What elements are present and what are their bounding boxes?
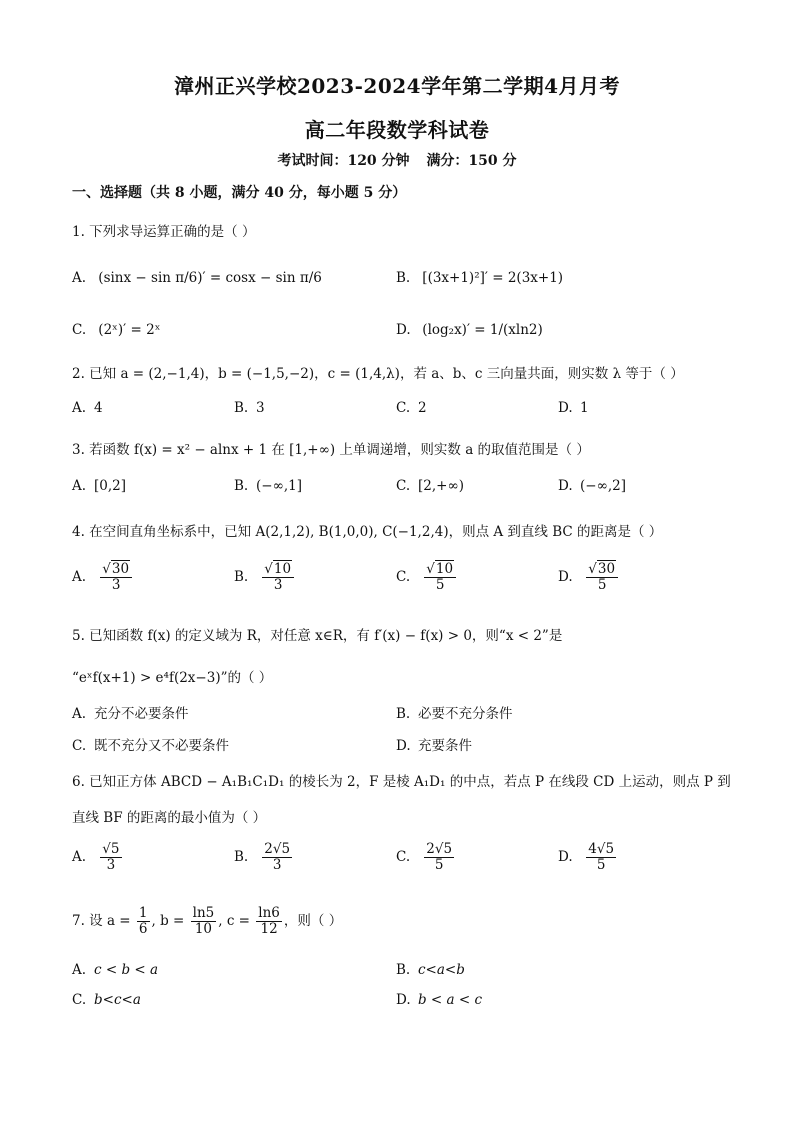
option-text: 充分不必要条件 (94, 706, 189, 722)
fraction (424, 842, 454, 873)
denominator: 3 (111, 576, 121, 593)
option-label: D. (558, 848, 573, 865)
denominator: 5 (435, 576, 445, 593)
question-5-stem: 5. 已知函数 f(x) 的定义域为 R，对任意 x∈R，有 f′(x) − f(x) > 0，则“x < 2”是 (72, 628, 563, 644)
denominator: 5 (596, 856, 606, 873)
numerator: 2√5 (264, 841, 291, 857)
question-1-option-a (72, 270, 322, 286)
denominator: 3 (272, 856, 282, 873)
option-label: B. (396, 962, 411, 978)
option-text: 4 (94, 400, 103, 416)
denominator: 10 (194, 920, 213, 937)
denominator: 3 (106, 856, 116, 873)
option-label: C. (72, 992, 87, 1008)
question-4-option-a (72, 562, 134, 593)
option-text: b < a < c (418, 992, 483, 1008)
option-label: D. (396, 738, 411, 754)
question-3-option-b (234, 478, 302, 494)
option-text: 2 (418, 400, 427, 416)
fraction (100, 562, 132, 593)
question-7-option-a (72, 962, 158, 978)
question-6-stem-line2: 直线 BF 的距离的最小值为（ ） (72, 810, 267, 826)
question-6-option-c (396, 842, 456, 873)
denominator: 5 (434, 856, 444, 873)
stem-suffix: ，则（ ） (283, 912, 343, 929)
radicand: 30 (111, 561, 130, 577)
question-1-option-d (396, 322, 543, 338)
question-5-option-b (396, 702, 513, 722)
option-text: 3 (256, 400, 265, 416)
question-2-option-c (396, 400, 427, 416)
numerator: 4√5 (588, 841, 615, 857)
radicand: 10 (273, 561, 292, 577)
option-label: D. (558, 568, 573, 585)
option-label: B. (234, 478, 249, 494)
option-text: b<c<a (94, 992, 141, 1008)
radicand: 10 (435, 561, 454, 577)
option-text: (log₂x)′ = 1/(xln2) (422, 322, 543, 338)
exam-title-line2: 高二年段数学科试卷 (304, 118, 490, 142)
numerator: ln6 (258, 905, 280, 921)
option-label: C. (72, 322, 87, 338)
option-label: A. (72, 568, 87, 585)
option-text: [2,+∞) (418, 478, 464, 494)
option-text: (−∞,2] (580, 478, 626, 494)
option-label: C. (396, 848, 411, 865)
fraction (100, 842, 121, 873)
question-6-option-a (72, 842, 124, 873)
option-label: B. (396, 270, 411, 286)
option-label: D. (396, 992, 411, 1008)
question-7-option-b (396, 962, 465, 978)
section-heading: 一、选择题（共 8 小题，满分 40 分，每小题 5 分） (72, 185, 407, 201)
question-1-stem: 1. 下列求导运算正确的是（ ） (72, 224, 256, 240)
question-2-option-a (72, 400, 103, 416)
fraction (424, 562, 456, 593)
question-7-option-d (396, 992, 482, 1008)
question-3-option-a (72, 478, 126, 494)
denominator: 12 (260, 920, 278, 937)
numerator: √5 (102, 841, 120, 857)
option-text: (2ˣ)′ = 2ˣ (98, 322, 161, 338)
option-label: A. (72, 706, 87, 722)
question-1-option-c (72, 322, 160, 338)
option-label: A. (72, 848, 87, 865)
question-1-option-b (396, 270, 563, 286)
radicand: 30 (597, 561, 616, 577)
denominator: 5 (597, 576, 607, 593)
option-label: D. (558, 478, 573, 494)
b-prefix: , b = (151, 912, 185, 929)
fraction-b (191, 906, 217, 937)
question-6-option-d (558, 842, 618, 873)
option-label: C. (396, 400, 411, 416)
fraction (262, 562, 294, 593)
option-text: 1 (580, 400, 589, 416)
numerator: √30 (100, 562, 132, 578)
option-text: [(3x+1)²]′ = 2(3x+1) (422, 270, 564, 286)
option-text: c < b < a (94, 962, 159, 978)
question-4-option-c (396, 562, 458, 593)
option-label: A. (72, 962, 87, 978)
question-5-stem-line2: “eˣf(x+1) > e⁴f(2x−3)”的（ ） (72, 670, 273, 686)
fraction-c (256, 906, 282, 937)
question-6-stem: 6. 已知正方体 ABCD − A₁B₁C₁D₁ 的棱长为 2，F 是棱 A₁D₁ 的中点，若点 P 在线段 CD 上运动，则点 P 到 (72, 774, 731, 790)
option-label: C. (396, 568, 411, 585)
stem-prefix: 7. 设 a = (72, 912, 131, 929)
numerator: 1 (138, 905, 148, 921)
question-2-option-b (234, 400, 265, 416)
c-prefix: , c = (218, 912, 250, 929)
option-label: C. (72, 738, 87, 754)
question-7-stem (72, 906, 342, 937)
option-text: 充要条件 (418, 738, 472, 754)
option-text: [0,2] (94, 478, 127, 494)
denominator: 6 (138, 920, 148, 937)
exam-time: 考试时间：120 分钟 (277, 153, 410, 169)
option-label: B. (234, 568, 249, 585)
option-text: 既不充分又不必要条件 (94, 738, 229, 754)
numerator: ln5 (192, 905, 215, 921)
question-2-option-d (558, 400, 589, 416)
option-text: (sinx − sin π/6)′ = cosx − sin π/6 (98, 270, 322, 286)
fraction-a (137, 906, 150, 937)
question-3-option-d (558, 478, 626, 494)
exam-score: 满分：150 分 (426, 153, 517, 169)
option-text: c<a<b (418, 962, 465, 978)
option-label: A. (72, 478, 87, 494)
numerator: √10 (262, 562, 294, 578)
numerator: 2√5 (426, 841, 453, 857)
option-label: A. (72, 400, 87, 416)
option-text: 必要不充分条件 (418, 706, 513, 722)
option-label: A. (72, 270, 87, 286)
option-label: B. (234, 400, 249, 416)
question-4-option-d (558, 562, 620, 593)
option-label: B. (234, 848, 249, 865)
question-3-option-c (396, 478, 464, 494)
option-label: C. (396, 478, 411, 494)
fraction (586, 562, 618, 593)
question-7-option-c (72, 992, 141, 1008)
question-4-option-b (234, 562, 296, 593)
question-5-option-a (72, 702, 189, 722)
numerator: √10 (424, 562, 456, 578)
fraction (586, 842, 616, 873)
question-4-stem: 4. 在空间直角坐标系中，已知 A(2,1,2), B(1,0,0), C(−1,2,4)，则点 A 到直线 BC 的距离是（ ） (72, 524, 663, 540)
numerator: √30 (586, 562, 618, 578)
fraction (262, 842, 292, 873)
denominator: 3 (273, 576, 283, 593)
option-label: D. (558, 400, 573, 416)
question-5-option-d (396, 734, 472, 754)
exam-meta (0, 150, 794, 170)
option-label: B. (396, 706, 411, 722)
option-text: (−∞,1] (256, 478, 302, 494)
question-2-stem: 2. 已知 a = (2,−1,4)，b = (−1,5,−2)，c = (1,4,λ)，若 a、b、c 三向量共面，则实数 λ 等于（ ） (72, 366, 684, 382)
question-3-stem: 3. 若函数 f(x) = x² − alnx + 1 在 [1,+∞) 上单调递增，则实数 a 的取值范围是（ ） (72, 442, 590, 458)
exam-title-line1: 漳州正兴学校2023-2024学年第二学期4月月考 (173, 74, 621, 98)
question-5-option-c (72, 734, 229, 754)
question-6-option-b (234, 842, 294, 873)
option-label: D. (396, 322, 411, 338)
